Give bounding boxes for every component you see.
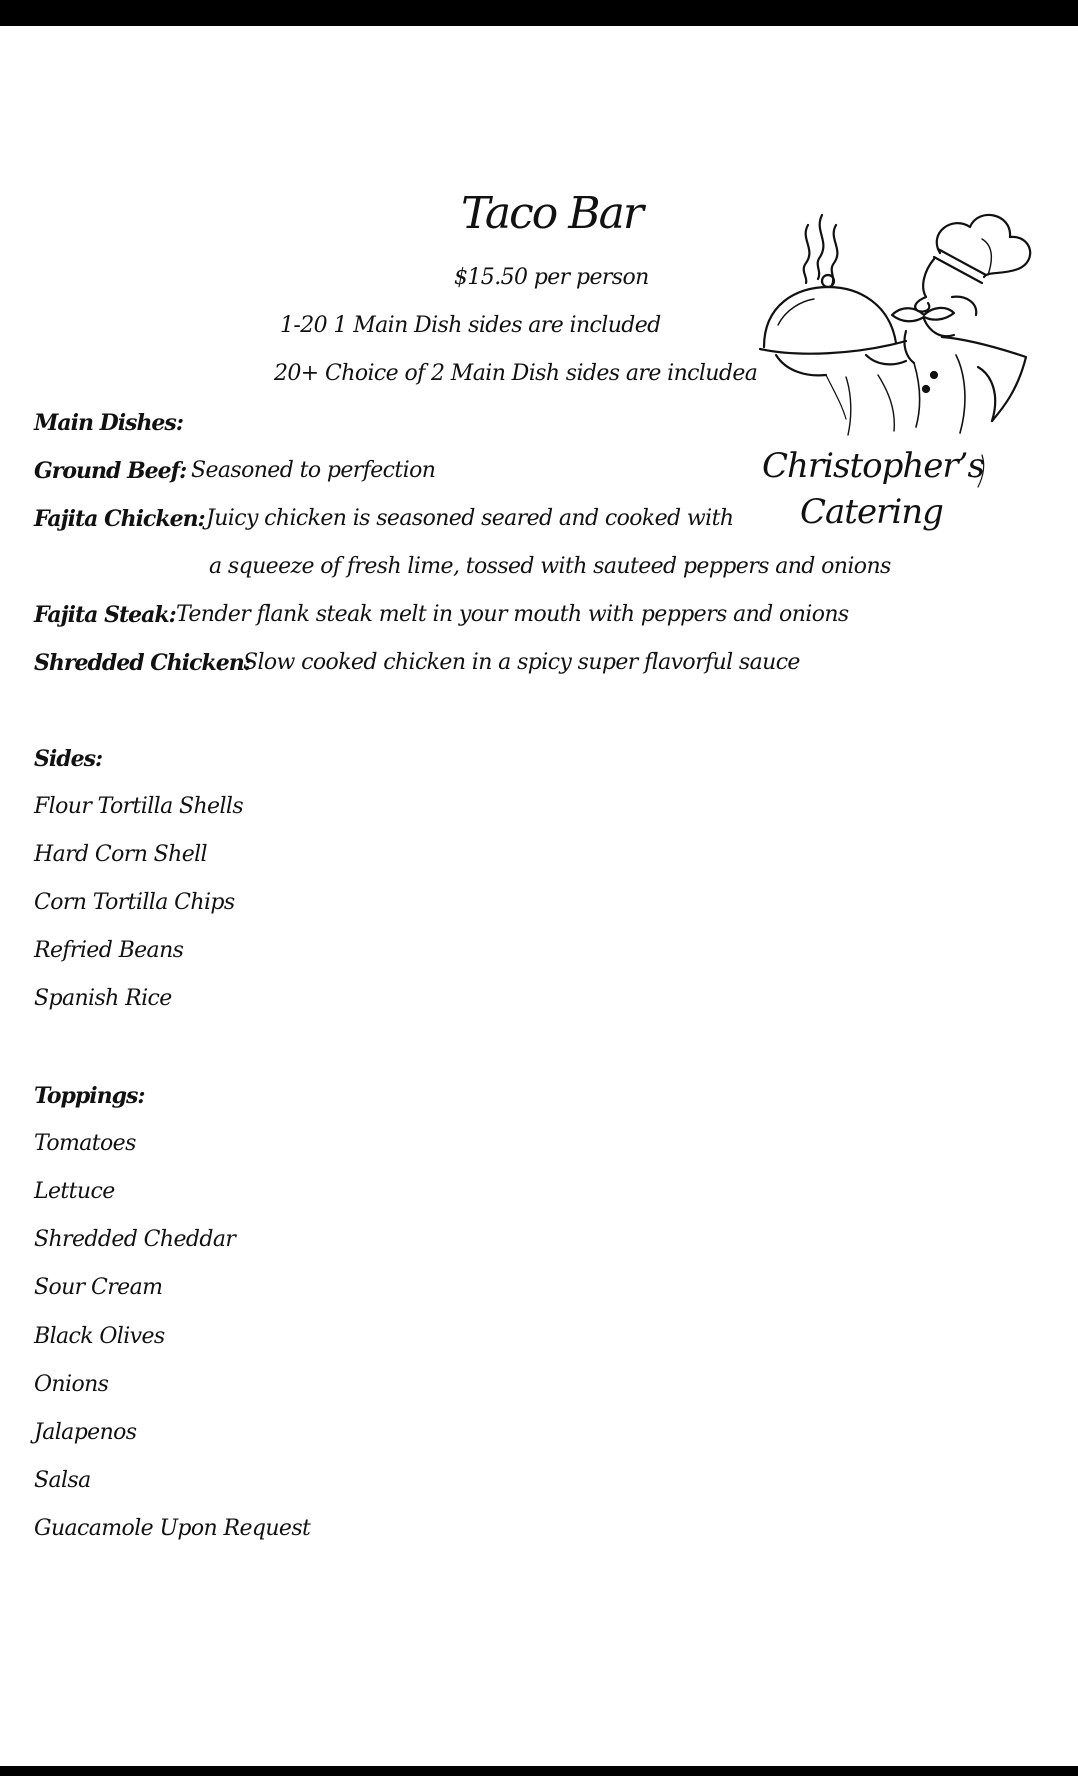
pricing-tier-large: 20+ Choice of 2 Main Dish sides are includea xyxy=(274,361,758,386)
topping-item: Salsa xyxy=(34,1468,91,1493)
dish-desc-fajita-steak: Tender flank steak melt in your mouth with peppers and onions xyxy=(176,602,849,627)
dish-name-ground-beef: Ground Beef: xyxy=(34,458,187,484)
dish-desc-fajita-chicken: Juicy chicken is seasoned seared and cooked with xyxy=(206,506,734,531)
topping-item: Black Olives xyxy=(34,1324,165,1349)
side-item: Refried Beans xyxy=(34,938,184,963)
side-item: Corn Tortilla Chips xyxy=(34,890,235,915)
topping-item: Onions xyxy=(34,1372,109,1397)
logo-wordmark xyxy=(762,446,984,532)
logo-text-line-2: Catering xyxy=(800,492,943,532)
top-black-bar xyxy=(0,0,1078,26)
logo-text-line-1: Christopher’s xyxy=(762,446,984,486)
christophers-catering-logo xyxy=(756,205,1042,540)
side-item: Spanish Rice xyxy=(34,986,172,1011)
topping-item: Shredded Cheddar xyxy=(34,1227,236,1252)
main-dishes-heading: Main Dishes: xyxy=(34,410,183,436)
dish-name-shredded-chicken: Shredded Chicken: xyxy=(34,650,251,676)
side-item: Flour Tortilla Shells xyxy=(34,794,244,819)
dish-desc-ground-beef: Seasoned to perfection xyxy=(191,458,436,483)
pricing-tier-small: 1-20 1 Main Dish sides are included xyxy=(280,313,661,338)
topping-item: Tomatoes xyxy=(34,1131,136,1156)
menu-title: Taco Bar xyxy=(461,188,642,239)
sides-heading: Sides: xyxy=(34,746,103,772)
toppings-heading: Toppings: xyxy=(34,1083,145,1109)
topping-item: Sour Cream xyxy=(34,1275,163,1300)
topping-item: Guacamole Upon Request xyxy=(34,1516,311,1541)
dish-desc-shredded-chicken: Slow cooked chicken in a spicy super flavorful sauce xyxy=(243,650,800,675)
topping-item: Jalapenos xyxy=(34,1420,137,1445)
bottom-black-bar xyxy=(0,1766,1078,1776)
side-item: Hard Corn Shell xyxy=(34,842,207,867)
topping-item: Lettuce xyxy=(34,1179,115,1204)
dish-name-fajita-chicken: Fajita Chicken: xyxy=(34,506,205,532)
dish-desc-fajita-chicken-continued: a squeeze of fresh lime, tossed with sauteed peppers and onions xyxy=(209,554,891,579)
price-per-person: $15.50 per person xyxy=(454,265,649,290)
dish-name-fajita-steak: Fajita Steak: xyxy=(34,602,176,628)
